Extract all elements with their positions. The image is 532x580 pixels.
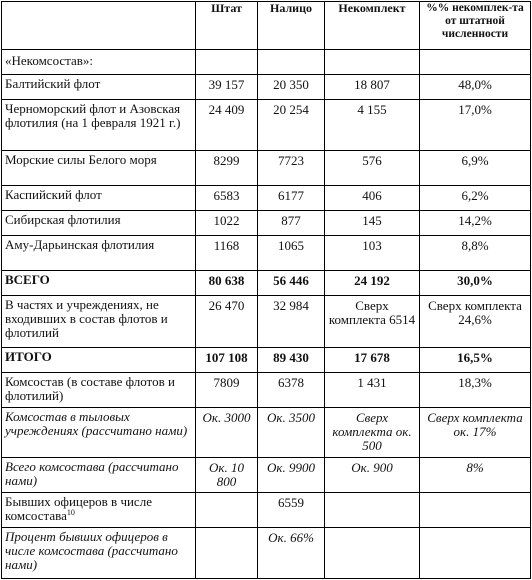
cell-percent	[420, 528, 531, 579]
table-row	[2, 235, 531, 270]
row-label: Процент бывших офицеров в числе комсостава (рассчитано нами)	[2, 528, 196, 579]
cell-nalico: Ок. 3500	[258, 407, 325, 457]
cell-nalico: 7723	[258, 150, 325, 185]
row-label: Всего комсостава (рассчитано нами)	[2, 457, 196, 492]
table-body	[2, 50, 531, 579]
data-table	[1, 1, 531, 579]
cell-percent: 16,5%	[420, 347, 531, 372]
cell-percent: 8%	[420, 457, 531, 492]
cell-percent: 6,9%	[420, 150, 531, 185]
cell-nekomplekt: 18 807	[325, 74, 420, 99]
header-row	[2, 2, 531, 50]
table-row	[2, 295, 531, 347]
cell-nalico: Ок. 9900	[258, 457, 325, 492]
cell-nalico: 89 430	[258, 347, 325, 372]
cell-nalico: 32 984	[258, 295, 325, 347]
header-nekomplekt: Некомплект	[325, 2, 420, 50]
cell-nekomplekt: Сверх комплекта 6514	[325, 295, 420, 347]
cell-percent: 30,0%	[420, 270, 531, 295]
cell-nalico: 6177	[258, 185, 325, 210]
section-row	[2, 50, 531, 75]
table-row	[2, 185, 531, 210]
cell-nekomplekt: 17 678	[325, 347, 420, 372]
table-row	[2, 347, 531, 372]
table-row	[2, 150, 531, 185]
cell-percent: 8,8%	[420, 235, 531, 270]
row-label: Бывших офицеров в числе комсостава$^{10}$	[2, 492, 196, 527]
cell-shtat: Ок. 3000	[196, 407, 258, 457]
header-shtat: Штат	[196, 2, 258, 50]
cell-nekomplekt: 1 431	[325, 372, 420, 407]
footnote-marker: 10	[66, 507, 75, 517]
table-row	[2, 528, 531, 579]
cell-nekomplekt: 145	[325, 210, 420, 235]
table-row	[2, 492, 531, 527]
row-label: Аму-Дарьинская флотилия	[2, 235, 196, 270]
section-title: «Некомсостав»:	[2, 50, 196, 75]
row-label: Сибирская флотилия	[2, 210, 196, 235]
header-percent: %% некомплек-та от штатной численности	[420, 2, 531, 50]
cell-shtat	[196, 528, 258, 579]
table-row	[2, 407, 531, 457]
cell-nalico: Ок. 66%	[258, 528, 325, 579]
cell-percent: 18,3%	[420, 372, 531, 407]
row-label: Балтийский флот	[2, 74, 196, 99]
cell-shtat	[196, 492, 258, 527]
cell-nalico: 877	[258, 210, 325, 235]
table-row	[2, 99, 531, 150]
cell-nekomplekt: 4 155	[325, 99, 420, 150]
cell-shtat: 80 638	[196, 270, 258, 295]
empty-cell	[420, 50, 531, 75]
row-label: ИТОГО	[2, 347, 196, 372]
cell-shtat: 8299	[196, 150, 258, 185]
cell-nalico: 56 446	[258, 270, 325, 295]
cell-nekomplekt: 576	[325, 150, 420, 185]
cell-percent: Сверх комплекта 24,6%	[420, 295, 531, 347]
cell-nalico: 20 350	[258, 74, 325, 99]
table-row	[2, 74, 531, 99]
row-label: Комсостав в тыловых учреждениях (рассчитано нами)	[2, 407, 196, 457]
cell-shtat: Ок. 10 800	[196, 457, 258, 492]
header-nalico: Налицо	[258, 2, 325, 50]
cell-nalico: 6559	[258, 492, 325, 527]
cell-nekomplekt	[325, 492, 420, 527]
cell-nekomplekt: 24 192	[325, 270, 420, 295]
cell-shtat: 107 108	[196, 347, 258, 372]
table-row	[2, 372, 531, 407]
table-row	[2, 210, 531, 235]
cell-nekomplekt: Сверх комплекта ок. 500	[325, 407, 420, 457]
cell-shtat: 1022	[196, 210, 258, 235]
row-label: В частях и учреждениях, не входивших в состав флотов и флотилий	[2, 295, 196, 347]
cell-percent: 6,2%	[420, 185, 531, 210]
cell-shtat: 26 470	[196, 295, 258, 347]
cell-percent: 48,0%	[420, 74, 531, 99]
cell-nalico: 1065	[258, 235, 325, 270]
row-label: Черноморский флот и Азовская флотилия (на 1 февраля 1921 г.)	[2, 99, 196, 150]
cell-percent: Сверх комплекта ок. 17%	[420, 407, 531, 457]
empty-cell	[325, 50, 420, 75]
cell-shtat: 39 157	[196, 74, 258, 99]
cell-shtat: 7809	[196, 372, 258, 407]
cell-nekomplekt	[325, 528, 420, 579]
table-row	[2, 270, 531, 295]
cell-nekomplekt: 406	[325, 185, 420, 210]
cell-shtat: 1168	[196, 235, 258, 270]
row-label: Каспийский флот	[2, 185, 196, 210]
cell-percent: 17,0%	[420, 99, 531, 150]
cell-percent	[420, 492, 531, 527]
cell-nekomplekt: 103	[325, 235, 420, 270]
cell-nalico: 6378	[258, 372, 325, 407]
empty-cell	[196, 50, 258, 75]
row-label: ВСЕГО	[2, 270, 196, 295]
header-label	[2, 2, 196, 50]
row-label: Комсостав (в составе флотов и флотилий)	[2, 372, 196, 407]
cell-nekomplekt: Ок. 900	[325, 457, 420, 492]
table-row	[2, 457, 531, 492]
cell-nalico: 20 254	[258, 99, 325, 150]
empty-cell	[258, 50, 325, 75]
cell-shtat: 24 409	[196, 99, 258, 150]
cell-percent: 14,2%	[420, 210, 531, 235]
cell-shtat: 6583	[196, 185, 258, 210]
row-label: Морские силы Белого моря	[2, 150, 196, 185]
